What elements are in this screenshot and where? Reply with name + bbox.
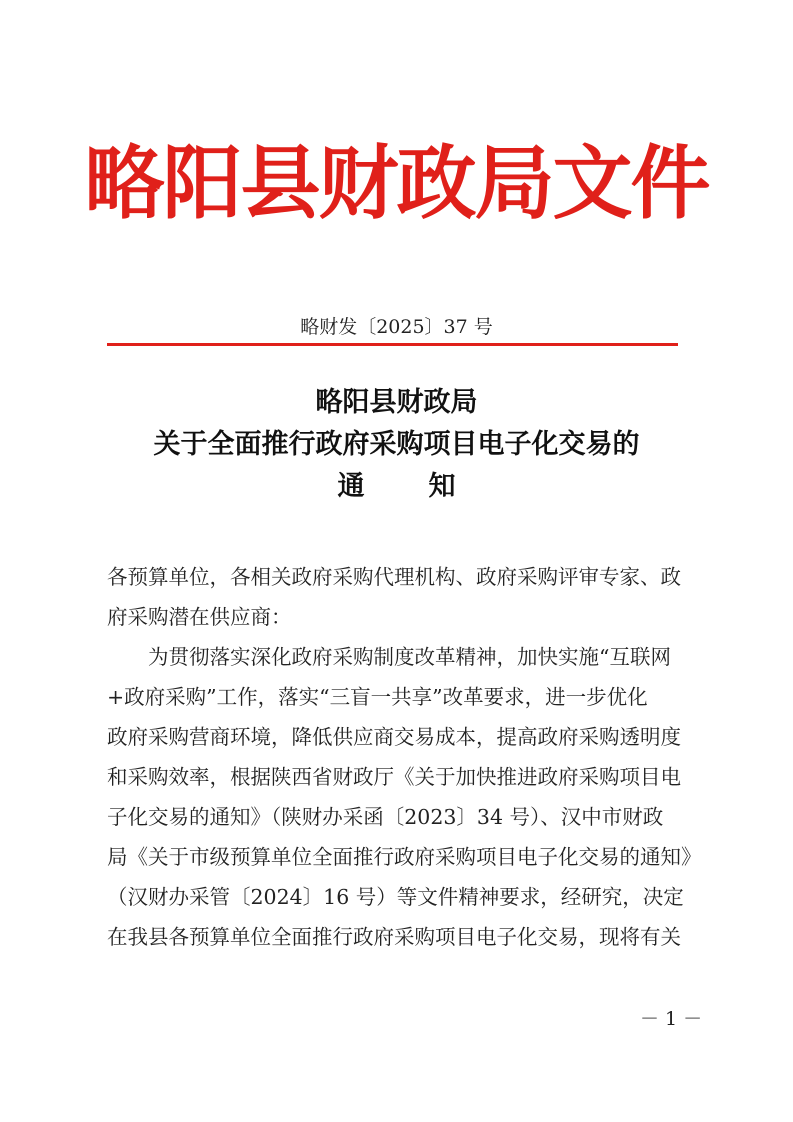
- addressee-line: 各预算单位，各相关政府采购代理机构、政府采购评审专家、政: [107, 565, 681, 589]
- notice-title-type-char-1: 通: [337, 471, 365, 502]
- notice-title-type-char-2: 知: [428, 471, 456, 502]
- document-header-title: 略阳县财政局文件: [84, 137, 709, 230]
- document-number: 略财发〔2025〕37 号: [300, 316, 493, 338]
- notice-title-subject: 关于全面推行政府采购项目电子化交易的: [153, 429, 640, 460]
- addressee-line: 府采购潜在供应商：: [107, 605, 292, 629]
- paragraph-line: 局《关于市级预算单位全面推行政府采购项目电子化交易的通知》: [107, 845, 702, 869]
- paragraph-line: 和采购效率，根据陕西省财政厅《关于加快推进政府采购项目电: [107, 765, 681, 789]
- notice-title-issuer: 略阳县财政局: [315, 387, 478, 418]
- paragraph-line: 在我县各预算单位全面推行政府采购项目电子化交易，现将有关: [107, 925, 681, 949]
- paragraph-line: 为贯彻落实深化政府采购制度改革精神，加快实施“互联网: [148, 645, 671, 669]
- notice-title-type: [0, 466, 793, 508]
- page-number: － 1 －: [640, 1008, 703, 1030]
- paragraph-line: （汉财办采管〔2024〕16 号）等文件精神要求，经研究，决定: [107, 885, 684, 909]
- addressee-block: [107, 557, 689, 637]
- paragraph-line: +政府采购”工作，落实“三盲一共享”改革要求，进一步优化: [107, 685, 648, 709]
- paragraph-line: 政府采购营商环境，降低供应商交易成本，提高政府采购透明度: [107, 725, 681, 749]
- body-paragraph: [107, 637, 702, 957]
- red-divider-line: [107, 343, 678, 346]
- paragraph-line: 子化交易的通知》（陕财办采函〔2023〕34 号）、汉中市财政: [107, 805, 664, 829]
- notice-title: [0, 382, 793, 508]
